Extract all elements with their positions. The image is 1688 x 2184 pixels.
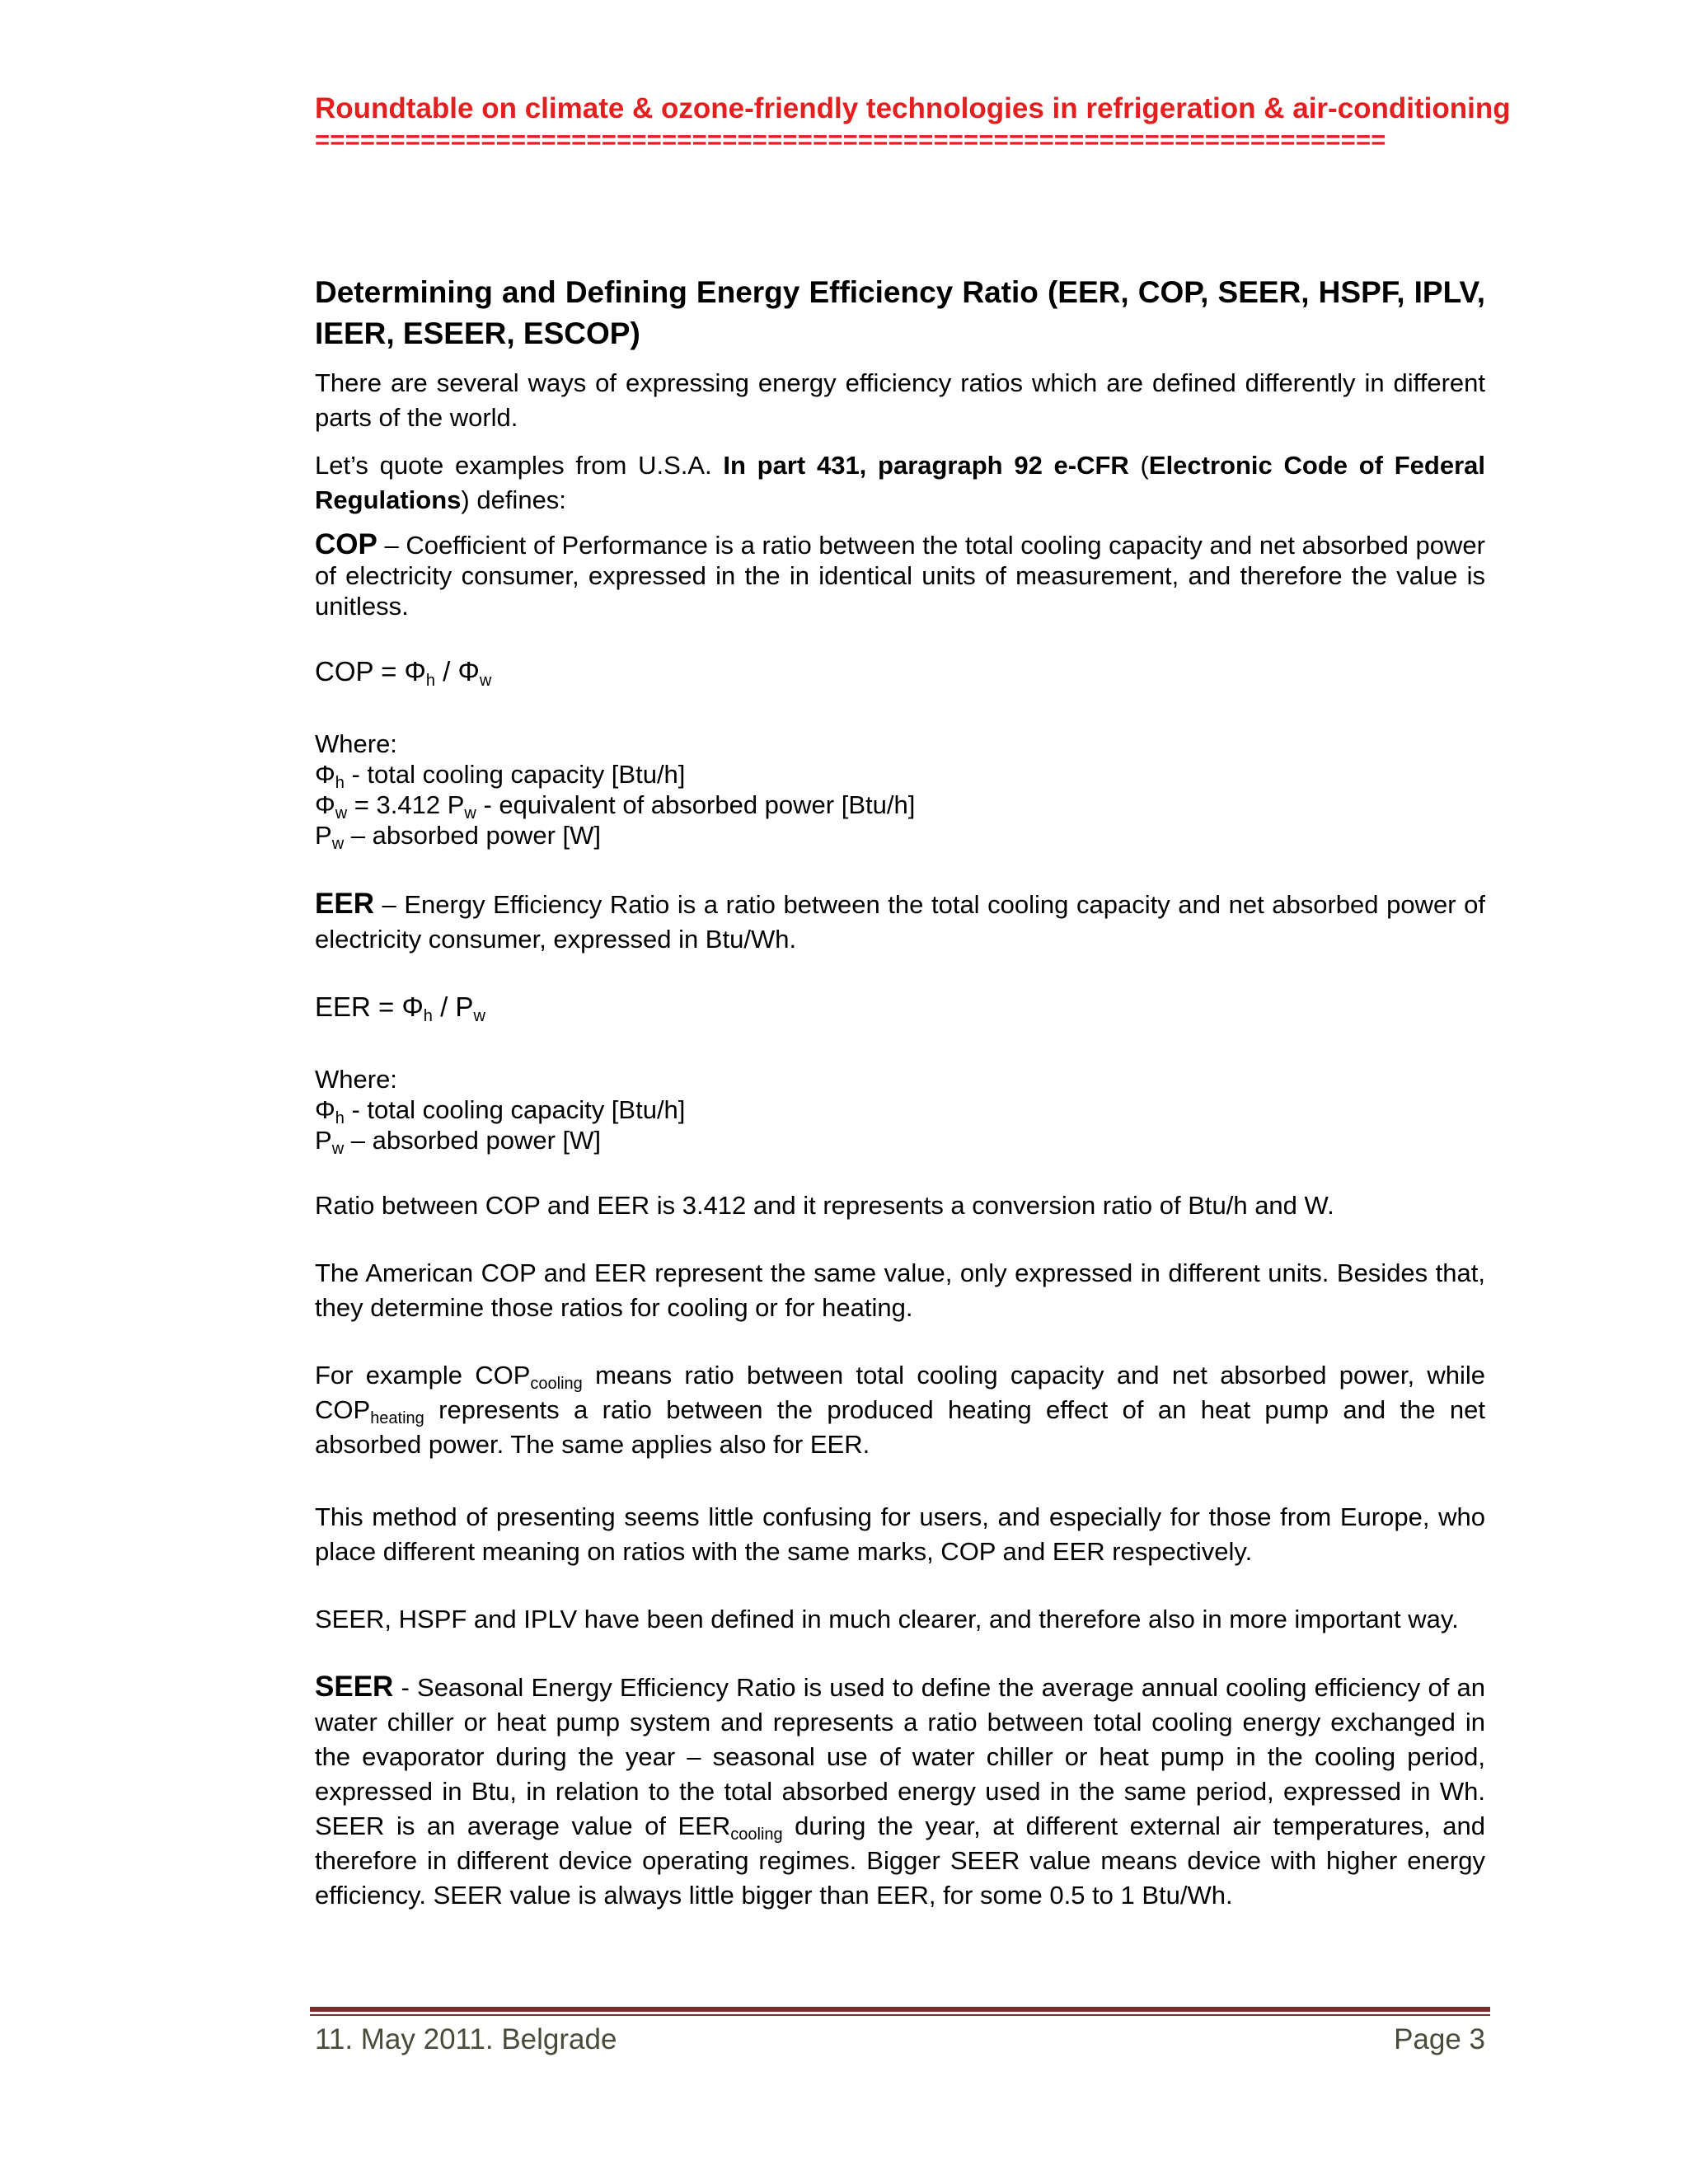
symbol-sub: h [335, 1109, 345, 1127]
where-line [315, 1125, 1485, 1158]
seer-text: during the year, at different external air temperatures, and therefore in different device operating regimes. Bigger SEER value means device with higher energy efficiency. SEER value is always little bigger than EER, for some 0.5 to 1 Btu/Wh. [315, 1811, 1485, 1910]
cfr-name: Electronic Code of Federal Regulations [315, 451, 1485, 514]
where-desc: - total cooling capacity [Btu/h] [344, 1095, 686, 1124]
formula-text: / P [432, 991, 474, 1022]
example-text: represents a ratio between the produced heating effect of an heat pump and the net absorbed power. The same applies also for EER. [315, 1395, 1485, 1459]
eer-term: EER [315, 888, 374, 920]
cop-where-block [315, 729, 1485, 851]
page-body [315, 272, 1485, 1913]
ratio-paragraph: Ratio between COP and EER is 3.412 and it represents a conversion ratio of Btu/h and W. [315, 1191, 1334, 1220]
formula-sub: w [479, 672, 492, 690]
where-line [315, 790, 1485, 823]
example-sub: heating [370, 1409, 424, 1427]
eer-where-block [315, 1064, 1485, 1158]
symbol-sub: w [331, 835, 345, 853]
formula-text: EER = Φ [315, 991, 424, 1022]
document-title: Determining and Defining Energy Efficiency Ratio (EER, COP, SEER, HSPF, IPLV, IEER, ESEER, ESCOP) [315, 275, 1485, 350]
formula-text: COP = Φ [315, 656, 426, 687]
page-number: Page 3 [1394, 2023, 1485, 2055]
quote-paragraph [315, 448, 1485, 518]
symbol: Φ [315, 790, 335, 819]
where-desc: = 3.412 P [347, 790, 465, 819]
seer-text: - Seasonal Energy Efficiency Ratio is used to define the average annual cooling efficiency of an water chiller or heat pump system and represents a ratio between total cooling energy exchanged in the evaporator during the year – seasonal use of water chiller or heat pump in the cooling period, expressed in Btu, in relation to the total absorbed energy used in the same period, expressed in Wh. SEER is an average value of EER [315, 1673, 1485, 1840]
symbol: Φ [315, 1095, 335, 1124]
footer-date: 11. May 2011. Belgrade [315, 2023, 617, 2055]
where-label: Where: [315, 729, 397, 758]
cfr-reference: In part 431, paragraph 92 e-CFR [723, 451, 1129, 480]
running-header: Roundtable on climate & ozone-friendly technologies in refrigeration & air-conditioning [315, 92, 1511, 124]
where-desc: - equivalent of absorbed power [Btu/h] [476, 790, 916, 819]
seer-term: SEER [315, 1671, 394, 1703]
where-line [315, 759, 1485, 790]
symbol-sub: h [335, 774, 345, 792]
where-desc: – absorbed power [W] [344, 1126, 602, 1155]
symbol-sub: w [464, 804, 476, 823]
footer-rule [310, 2007, 1490, 2012]
where-desc: – absorbed power [W] [344, 821, 602, 850]
eer-definition [315, 887, 1485, 957]
example-sub: cooling [530, 1375, 583, 1393]
example-paragraph [315, 1358, 1485, 1462]
quote-text: ) defines: [461, 485, 566, 514]
cop-formula [315, 654, 1485, 689]
seer-sub: cooling [730, 1825, 783, 1844]
cop-definition [315, 529, 1485, 621]
symbol: Φ [315, 760, 335, 789]
cop-term: COP [315, 528, 377, 560]
where-line [315, 1094, 1485, 1125]
footer-rule-thin [310, 2014, 1490, 2016]
where-desc: - total cooling capacity [Btu/h] [344, 760, 686, 789]
clearer-paragraph: SEER, HSPF and IPLV have been defined in much clearer, and therefore also in more important way. [315, 1605, 1459, 1633]
where-label: Where: [315, 1065, 397, 1094]
formula-sub: h [423, 1007, 433, 1025]
eer-formula [315, 990, 1485, 1024]
eer-def-text: – Energy Efficiency Ratio is a ratio between the total cooling capacity and net absorbed power of electricity consumer, expressed in Btu/Wh. [315, 890, 1485, 954]
symbol-sub: w [335, 804, 348, 823]
formula-sub: h [425, 672, 435, 690]
american-paragraph: The American COP and EER represent the same value, only expressed in different units. Besides that, they determine those ratios for cooling or for heating. [315, 1258, 1485, 1322]
cop-def-text: – Coefficient of Performance is a ratio between the total cooling capacity and net absorbed power of electricity consumer, expressed in the in identical units of measurement, and therefore the value is unitless. [315, 531, 1485, 621]
symbol: P [315, 821, 332, 850]
header-rule: ======================================================================= [315, 125, 1386, 154]
quote-text: Let’s quote examples from U.S.A. [315, 451, 724, 480]
intro-paragraph: There are several ways of expressing energy efficiency ratios which are defined differently in different parts of the world. [315, 368, 1485, 432]
where-line [315, 820, 1485, 851]
formula-sub: w [473, 1007, 485, 1025]
confusing-paragraph: This method of presenting seems little confusing for users, and especially for those from Europe, who place different meaning on ratios with the same marks, COP and EER respectively. [315, 1502, 1485, 1566]
example-text: For example COP [315, 1361, 531, 1390]
symbol-sub: w [331, 1140, 345, 1158]
quote-text: ( [1128, 451, 1149, 480]
formula-text: / Φ [434, 656, 480, 687]
example-text: means ratio between total cooling capacity and net absorbed power, while COP [315, 1361, 1485, 1424]
symbol: P [315, 1126, 332, 1155]
seer-definition [315, 1670, 1485, 1913]
